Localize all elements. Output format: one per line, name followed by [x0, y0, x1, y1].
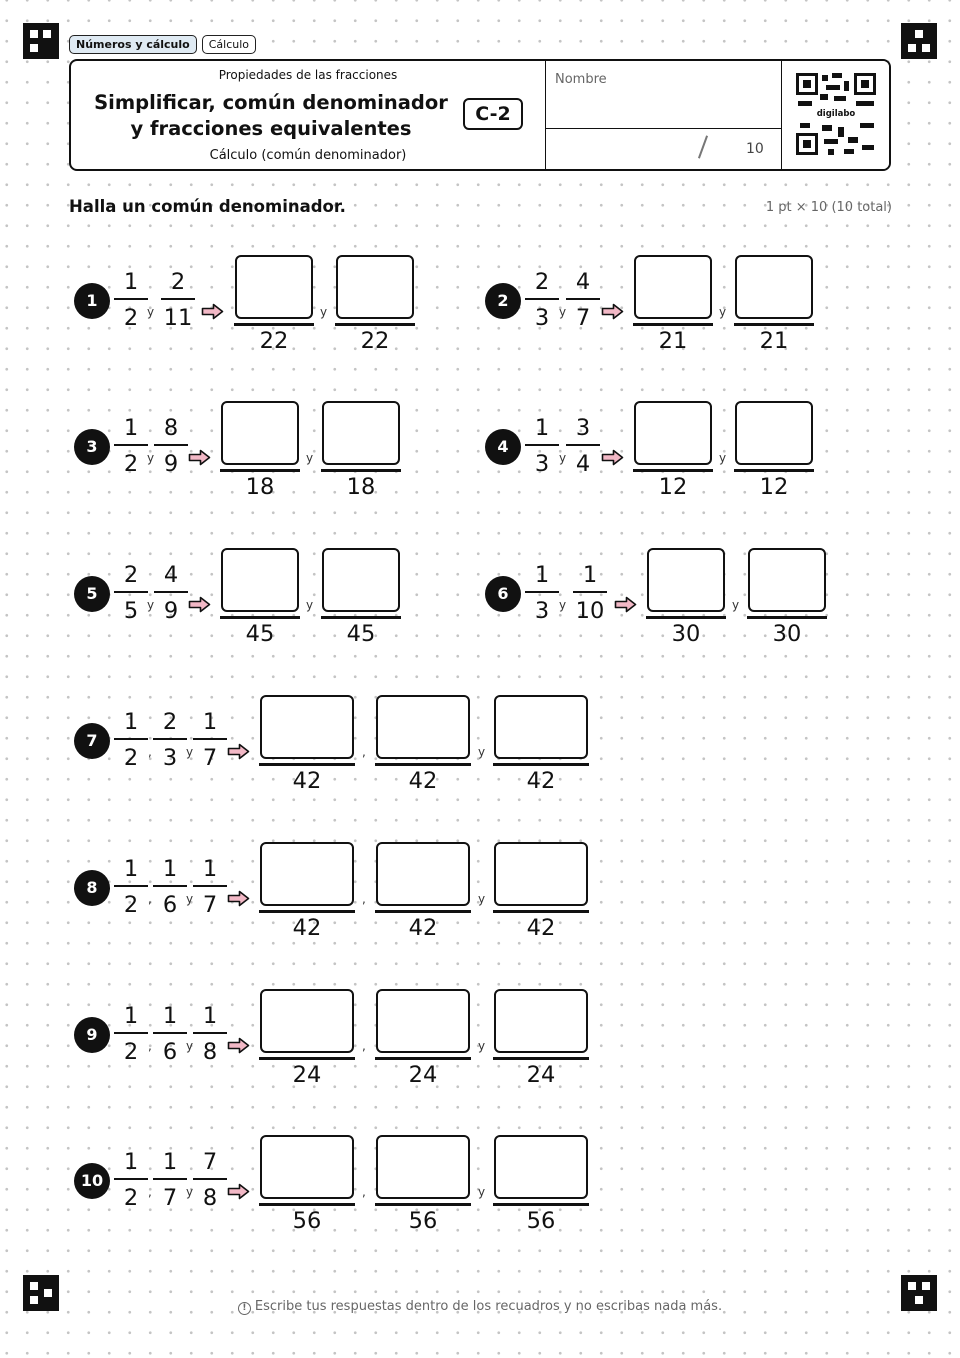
answer-denominator: 24 — [292, 1061, 322, 1088]
tag-subject: Números y cálculo — [69, 35, 197, 54]
fraction-1 — [114, 561, 148, 625]
separator-y: y — [186, 1039, 194, 1053]
fraction-2 — [154, 414, 188, 478]
problem-number: 7 — [74, 723, 110, 759]
separator-y: y — [186, 745, 194, 759]
problem-number: 3 — [74, 429, 110, 465]
answer-denominator: 56 — [526, 1207, 556, 1234]
answer-box[interactable] — [494, 1135, 588, 1199]
worksheet-code: C-2 — [463, 98, 523, 130]
arrow-right-icon — [227, 1183, 250, 1200]
numerator: 1 — [123, 1149, 139, 1175]
numerator: 7 — [202, 1149, 218, 1175]
answer-box[interactable] — [376, 1135, 470, 1199]
answer-3 — [493, 989, 589, 1089]
answer-denominator: 30 — [772, 620, 802, 647]
worksheet-title: Simplificar, común denominador y fracciones equivalentes — [94, 91, 448, 140]
tag-topic: Cálculo — [202, 35, 256, 54]
answer-box[interactable] — [376, 989, 470, 1053]
answer-1 — [234, 255, 314, 355]
problem-number: 5 — [74, 576, 110, 612]
fraction-1 — [525, 561, 559, 625]
denominator: 6 — [162, 1039, 178, 1065]
fraction-1 — [114, 1002, 148, 1066]
arrow-right-icon — [227, 890, 250, 907]
separator-y: y — [147, 451, 155, 465]
separator-y: y — [306, 451, 314, 465]
numerator: 1 — [202, 856, 218, 882]
denominator: 3 — [162, 745, 178, 771]
problem-number: 2 — [485, 283, 521, 319]
denominator: 4 — [575, 451, 591, 477]
separator-comma: , — [148, 1185, 152, 1199]
answer-box[interactable] — [336, 255, 414, 319]
denominator: 9 — [163, 598, 179, 624]
answer-2 — [747, 548, 827, 648]
denominator: 7 — [162, 1185, 178, 1211]
numerator: 1 — [534, 415, 550, 441]
answer-1 — [220, 401, 300, 501]
footer-text: Escribe tus respuestas dentro de los recuadros y no escribas nada más. — [254, 1299, 723, 1314]
answer-3 — [493, 1135, 589, 1235]
answer-denominator: 42 — [408, 767, 438, 794]
numerator: 1 — [582, 562, 598, 588]
answer-denominator: 42 — [292, 767, 322, 794]
separator-comma: , — [148, 1039, 152, 1053]
answer-box[interactable] — [748, 548, 826, 612]
numerator: 1 — [162, 856, 178, 882]
fraction-2 — [153, 1148, 187, 1212]
problem-number: 1 — [74, 283, 110, 319]
score-slash — [698, 135, 708, 158]
separator-y: y — [719, 451, 727, 465]
qr-brand-label: digilabo — [816, 109, 856, 119]
fraction-2 — [153, 1002, 187, 1066]
answer-denominator: 42 — [408, 914, 438, 941]
answer-box[interactable] — [494, 989, 588, 1053]
name-divider — [546, 128, 782, 129]
answer-1 — [259, 989, 355, 1089]
header-title-area — [71, 61, 545, 169]
answer-box[interactable] — [634, 401, 712, 465]
problem-4 — [480, 398, 940, 508]
answer-1 — [259, 1135, 355, 1235]
separator-y: y — [478, 745, 486, 759]
name-label: Nombre — [555, 72, 607, 87]
denominator: 2 — [123, 1185, 139, 1211]
problem-number: 4 — [485, 429, 521, 465]
denominator: 2 — [123, 892, 139, 918]
denominator: 7 — [202, 892, 218, 918]
fraction-2 — [153, 708, 187, 772]
answer-denominator: 22 — [360, 327, 390, 354]
answer-denominator: 24 — [526, 1061, 556, 1088]
fraction-2 — [573, 561, 607, 625]
problem-5 — [69, 545, 529, 655]
problem-6 — [480, 545, 940, 655]
corner-marker-top-left — [23, 23, 59, 59]
answer-box[interactable] — [322, 401, 400, 465]
denominator: 3 — [534, 598, 550, 624]
arrow-right-icon — [601, 449, 624, 466]
separator-y: y — [732, 598, 740, 612]
answer-denominator: 12 — [759, 473, 789, 500]
qr-code — [781, 61, 890, 169]
separator-comma: , — [148, 892, 152, 906]
denominator: 8 — [202, 1039, 218, 1065]
problem-2 — [480, 252, 940, 362]
fraction-1 — [114, 268, 148, 332]
fraction-3 — [193, 1148, 227, 1212]
answer-denominator: 45 — [346, 620, 376, 647]
fraction-1 — [114, 414, 148, 478]
numerator: 3 — [575, 415, 591, 441]
separator-y: y — [147, 305, 155, 319]
answer-2 — [734, 401, 814, 501]
problem-8 — [69, 839, 629, 949]
denominator: 7 — [202, 745, 218, 771]
problem-3 — [69, 398, 529, 508]
answer-box[interactable] — [260, 842, 354, 906]
separator-y: y — [320, 305, 328, 319]
separator-y: y — [186, 1185, 194, 1199]
separator-comma: , — [362, 1039, 366, 1053]
worksheet-header — [69, 59, 891, 171]
answer-box[interactable] — [260, 695, 354, 759]
answer-2 — [734, 255, 814, 355]
arrow-right-icon — [227, 743, 250, 760]
answer-1 — [633, 401, 713, 501]
answer-box[interactable] — [647, 548, 725, 612]
separator-y: y — [186, 892, 194, 906]
fraction-1 — [114, 855, 148, 919]
answer-box[interactable] — [735, 255, 813, 319]
answer-3 — [493, 842, 589, 942]
separator-y: y — [719, 305, 727, 319]
fraction-2 — [566, 268, 600, 332]
separator-y: y — [559, 451, 567, 465]
problem-9 — [69, 986, 629, 1096]
denominator: 3 — [534, 451, 550, 477]
answer-box[interactable] — [260, 989, 354, 1053]
answer-denominator: 45 — [245, 620, 275, 647]
corner-marker-top-right — [901, 23, 937, 59]
numerator: 2 — [162, 709, 178, 735]
answer-denominator: 24 — [408, 1061, 438, 1088]
fraction-1 — [114, 708, 148, 772]
separator-comma: , — [148, 745, 152, 759]
answer-2 — [375, 842, 471, 942]
answer-1 — [259, 695, 355, 795]
answer-denominator: 18 — [245, 473, 275, 500]
answer-2 — [321, 401, 401, 501]
answer-denominator: 56 — [292, 1207, 322, 1234]
fraction-1 — [525, 414, 559, 478]
name-score-area — [545, 61, 782, 169]
denominator: 9 — [163, 451, 179, 477]
numerator: 1 — [123, 269, 139, 295]
answer-denominator: 42 — [292, 914, 322, 941]
answer-denominator: 21 — [658, 327, 688, 354]
separator-y: y — [306, 598, 314, 612]
answer-1 — [646, 548, 726, 648]
separator-y: y — [147, 598, 155, 612]
answer-box[interactable] — [260, 1135, 354, 1199]
answer-2 — [321, 548, 401, 648]
separator-y: y — [559, 305, 567, 319]
problem-number: 10 — [74, 1163, 110, 1199]
denominator: 2 — [123, 305, 139, 331]
separator-comma: , — [362, 892, 366, 906]
answer-1 — [259, 842, 355, 942]
numerator: 1 — [162, 1003, 178, 1029]
answer-denominator: 18 — [346, 473, 376, 500]
header-category: Cálculo (común denominador) — [209, 148, 407, 163]
answer-denominator: 42 — [526, 767, 556, 794]
fraction-2 — [153, 855, 187, 919]
answer-box[interactable] — [235, 255, 313, 319]
subject-tags — [69, 35, 256, 54]
numerator: 2 — [123, 562, 139, 588]
arrow-right-icon — [601, 303, 624, 320]
answer-box[interactable] — [735, 401, 813, 465]
problem-10 — [69, 1132, 629, 1242]
denominator: 8 — [202, 1185, 218, 1211]
answer-box[interactable] — [634, 255, 712, 319]
fraction-2 — [161, 268, 195, 332]
answer-2 — [375, 1135, 471, 1235]
numerator: 2 — [170, 269, 186, 295]
answer-box[interactable] — [221, 401, 299, 465]
separator-y: y — [478, 892, 486, 906]
numerator: 8 — [163, 415, 179, 441]
problem-number: 8 — [74, 870, 110, 906]
answer-box[interactable] — [376, 842, 470, 906]
numerator: 1 — [123, 709, 139, 735]
exclamation-icon: ! — [238, 1302, 251, 1315]
separator-y: y — [478, 1185, 486, 1199]
answer-box[interactable] — [376, 695, 470, 759]
denominator: 11 — [163, 305, 193, 331]
answer-1 — [633, 255, 713, 355]
denominator: 7 — [575, 305, 591, 331]
numerator: 1 — [123, 415, 139, 441]
fraction-1 — [525, 268, 559, 332]
arrow-right-icon — [227, 1037, 250, 1054]
points-info: 1 pt × 10 (10 total) — [765, 200, 892, 215]
numerator: 2 — [534, 269, 550, 295]
answer-box[interactable] — [494, 842, 588, 906]
numerator: 1 — [123, 856, 139, 882]
separator-comma: , — [362, 745, 366, 759]
denominator: 6 — [162, 892, 178, 918]
problem-number: 9 — [74, 1017, 110, 1053]
separator-comma: , — [362, 1185, 366, 1199]
answer-denominator: 12 — [658, 473, 688, 500]
numerator: 1 — [534, 562, 550, 588]
fraction-3 — [193, 708, 227, 772]
score-total: 10 — [746, 141, 764, 157]
answer-3 — [493, 695, 589, 795]
separator-y: y — [559, 598, 567, 612]
separator-y: y — [478, 1039, 486, 1053]
answer-box[interactable] — [322, 548, 400, 612]
fraction-3 — [193, 1002, 227, 1066]
denominator: 2 — [123, 451, 139, 477]
fraction-2 — [154, 561, 188, 625]
header-subtitle: Propiedades de las fracciones — [218, 68, 398, 82]
answer-denominator: 22 — [259, 327, 289, 354]
answer-2 — [335, 255, 415, 355]
problem-number: 6 — [485, 576, 521, 612]
answer-denominator: 30 — [671, 620, 701, 647]
answer-denominator: 21 — [759, 327, 789, 354]
footer-note — [0, 1299, 960, 1315]
denominator: 5 — [123, 598, 139, 624]
fraction-3 — [193, 855, 227, 919]
arrow-right-icon — [188, 449, 211, 466]
numerator: 4 — [575, 269, 591, 295]
answer-denominator: 56 — [408, 1207, 438, 1234]
numerator: 1 — [202, 1003, 218, 1029]
numerator: 1 — [202, 709, 218, 735]
answer-denominator: 42 — [526, 914, 556, 941]
arrow-right-icon — [201, 303, 224, 320]
denominator: 2 — [123, 1039, 139, 1065]
problem-7 — [69, 692, 629, 802]
answer-box[interactable] — [221, 548, 299, 612]
answer-1 — [220, 548, 300, 648]
problem-1 — [69, 252, 529, 362]
answer-2 — [375, 989, 471, 1089]
answer-box[interactable] — [494, 695, 588, 759]
answer-2 — [375, 695, 471, 795]
arrow-right-icon — [614, 596, 637, 613]
numerator: 1 — [162, 1149, 178, 1175]
fraction-1 — [114, 1148, 148, 1212]
fraction-2 — [566, 414, 600, 478]
numerator: 1 — [123, 1003, 139, 1029]
numerator: 4 — [163, 562, 179, 588]
arrow-right-icon — [188, 596, 211, 613]
instruction: Halla un común denominador. — [69, 197, 346, 216]
denominator: 2 — [123, 745, 139, 771]
denominator: 10 — [575, 598, 605, 624]
denominator: 3 — [534, 305, 550, 331]
